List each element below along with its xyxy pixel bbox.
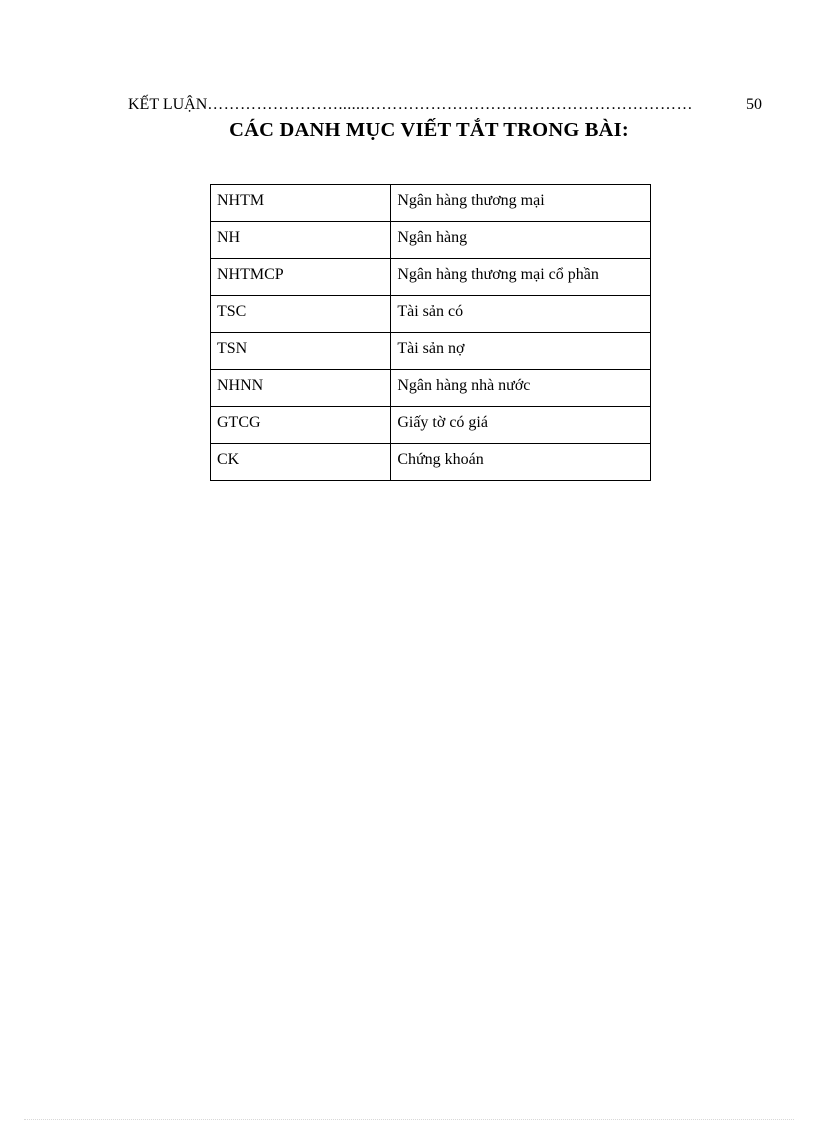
abbreviation-table bbox=[210, 184, 651, 481]
meaning-cell: Giấy tờ có giá bbox=[391, 407, 651, 444]
meaning-cell: Tài sản nợ bbox=[391, 333, 651, 370]
meaning-cell: Tài sản có bbox=[391, 296, 651, 333]
table-row bbox=[211, 185, 651, 222]
abbreviation-cell: NHNN bbox=[211, 370, 391, 407]
toc-page-number: 50 bbox=[746, 96, 762, 113]
page-bottom-divider bbox=[24, 1119, 794, 1120]
meaning-cell: Ngân hàng thương mại bbox=[391, 185, 651, 222]
table-row bbox=[211, 296, 651, 333]
toc-entry-conclusion[interactable] bbox=[128, 94, 762, 116]
table-row bbox=[211, 259, 651, 296]
meaning-cell: Ngân hàng thương mại cổ phần bbox=[391, 259, 651, 296]
page-title: CÁC DANH MỤC VIẾT TẮT TRONG BÀI: bbox=[229, 119, 629, 141]
abbreviation-cell: NH bbox=[211, 222, 391, 259]
table-row bbox=[211, 370, 651, 407]
abbreviation-cell: TSC bbox=[211, 296, 391, 333]
toc-dot-leader: ……………………......…………………………………………………… bbox=[207, 96, 693, 113]
abbreviation-cell: GTCG bbox=[211, 407, 391, 444]
table-row bbox=[211, 407, 651, 444]
meaning-cell: Ngân hàng nhà nước bbox=[391, 370, 651, 407]
meaning-cell: Chứng khoán bbox=[391, 444, 651, 481]
abbreviation-cell: CK bbox=[211, 444, 391, 481]
abbreviation-cell: NHTM bbox=[211, 185, 391, 222]
abbreviation-cell: NHTMCP bbox=[211, 259, 391, 296]
table-row bbox=[211, 444, 651, 481]
toc-entry-label: KẾT LUẬN bbox=[128, 96, 208, 113]
table-row bbox=[211, 222, 651, 259]
abbreviation-cell: TSN bbox=[211, 333, 391, 370]
table-row bbox=[211, 333, 651, 370]
meaning-cell: Ngân hàng bbox=[391, 222, 651, 259]
